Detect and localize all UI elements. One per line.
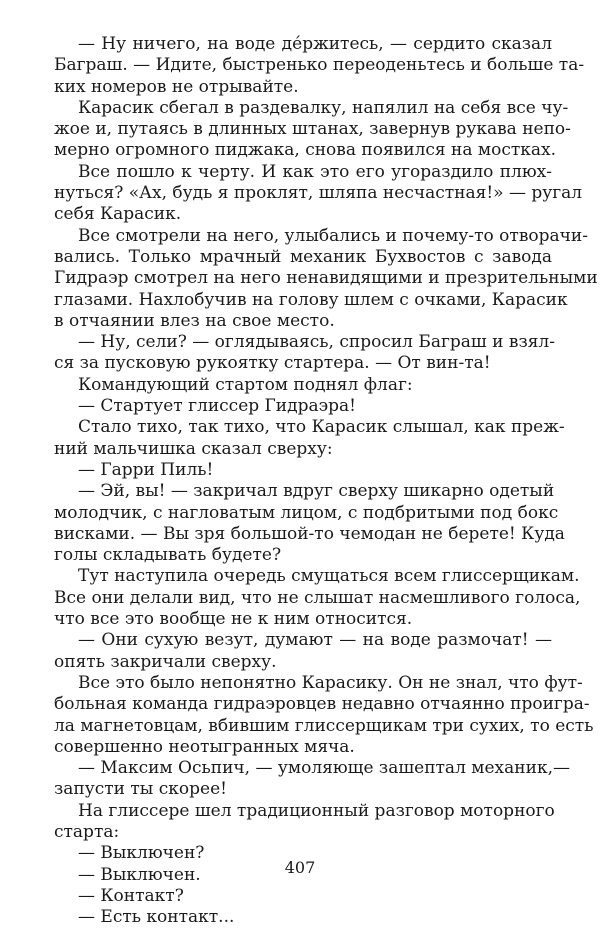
text-line: Стало тихо, так тихо, что Карасик слышал, как преж- [78, 417, 565, 438]
text-line: Все смотрели на него, улыбались и почему-то отворачи- [78, 225, 588, 246]
text-line: — Гарри Пиль! [78, 459, 214, 480]
text-line: ла магнетовцам, вбившим глиссерщикам три сухих, то есть [54, 715, 594, 736]
paragraph [54, 97, 571, 162]
text-line: Баграш. — Идите, быстренько переоденьтесь и больше та- [54, 55, 585, 76]
text-line: жое и, путаясь в длинных штанах, завернув рукава непо- [54, 119, 571, 140]
text-line: висками. — Вы зря большой-то чемодан не берете! Куда [54, 523, 565, 544]
paragraph [54, 630, 552, 673]
paragraph [54, 375, 552, 396]
paragraph [54, 34, 585, 98]
text-line: — Максим Осьпич, — умоляюще зашептал механик,— [78, 758, 570, 779]
text-line: больная команда гидраэровцев недавно отчаянно проигра- [54, 694, 590, 715]
text-line: — Они сухую везут, думают — на воде размочат! — [78, 630, 552, 651]
text-line: Все это было непонятно Карасику. Он не знал, что фут- [78, 672, 583, 693]
text-line: нуться? «Ах, будь я проклят, шляпа несчастная!» — ругал [54, 183, 583, 204]
text-line: — Ну ничего, на воде де́ржитесь, — сердито сказал [78, 34, 552, 54]
text-line: совершенно неотыгранных мяча. [54, 736, 355, 757]
text-line: мерно огромного пиджака, снова появился на мостках. [54, 140, 557, 161]
paragraph [54, 417, 565, 460]
text-line: запусти ты скорее! [54, 779, 227, 800]
paragraph [54, 161, 583, 226]
text-line: Все пошло к черту. И как это его угораздило плюх- [78, 161, 552, 182]
text-line: Тут наступила очередь смущаться всем глиссерщикам. [78, 566, 580, 587]
paragraph [54, 672, 594, 758]
paragraph [54, 800, 555, 844]
text-line: Карасик сбегал в раздевалку, напялил на себя все чу- [78, 97, 569, 118]
paragraph [54, 481, 565, 566]
text-line: — Выключен? [78, 843, 205, 864]
text-line: ких номеров не отрывайте. [54, 76, 299, 97]
text-line: старта: [54, 821, 120, 842]
text-line: — Выключен. [78, 864, 201, 885]
text-line: На глиссере шел традиционный разговор моторного [78, 800, 555, 821]
text-line: себя Карасик. [54, 204, 182, 225]
text-line: голы складывать будете? [54, 545, 282, 566]
text-line: что все это вообще не к ним относится. [54, 609, 413, 630]
text-line: Гидраэр смотрел на него ненавидящими и презрительными [54, 268, 598, 289]
text-line: — Стартует глиссер Гидраэра! [78, 396, 356, 417]
paragraph [54, 886, 552, 907]
paragraph [54, 758, 570, 801]
page-number: 407 [284, 858, 316, 877]
text-line: Все они делали вид, что не слышат насмешливого голоса, [54, 587, 581, 608]
page-text [54, 34, 598, 928]
text-line: глазами. Нахлобучив на голову шлем с очками, Карасик [54, 289, 568, 310]
text-line: ний мальчишка сказал сверху: [54, 438, 333, 459]
text-line: вались. Только мрачный механик Бухвостов с завода [54, 246, 552, 267]
paragraph [54, 396, 552, 417]
text-line: — Есть контакт... [78, 907, 235, 928]
text-line: ся за пусковую рукоятку стартера. — От вин-та! [54, 353, 491, 374]
text-line: молодчик, с нагловатым лицом, с подбритыми под бокс [54, 502, 559, 523]
text-line: — Контакт? [78, 885, 184, 906]
paragraph [54, 566, 581, 630]
paragraph [54, 460, 552, 481]
paragraph [54, 332, 555, 375]
text-line: — Эй, вы! — закричал вдруг сверху шикарно одетый [78, 481, 555, 502]
text-line: Командующий стартом поднял флаг: [78, 374, 413, 395]
text-line: в отчаянии влез на свое место. [54, 310, 335, 331]
text-line: — Ну, сели? — оглядываясь, спросил Баграш и взял- [78, 332, 555, 353]
text-line: опять закричали сверху. [54, 651, 277, 672]
paragraph [54, 225, 598, 332]
